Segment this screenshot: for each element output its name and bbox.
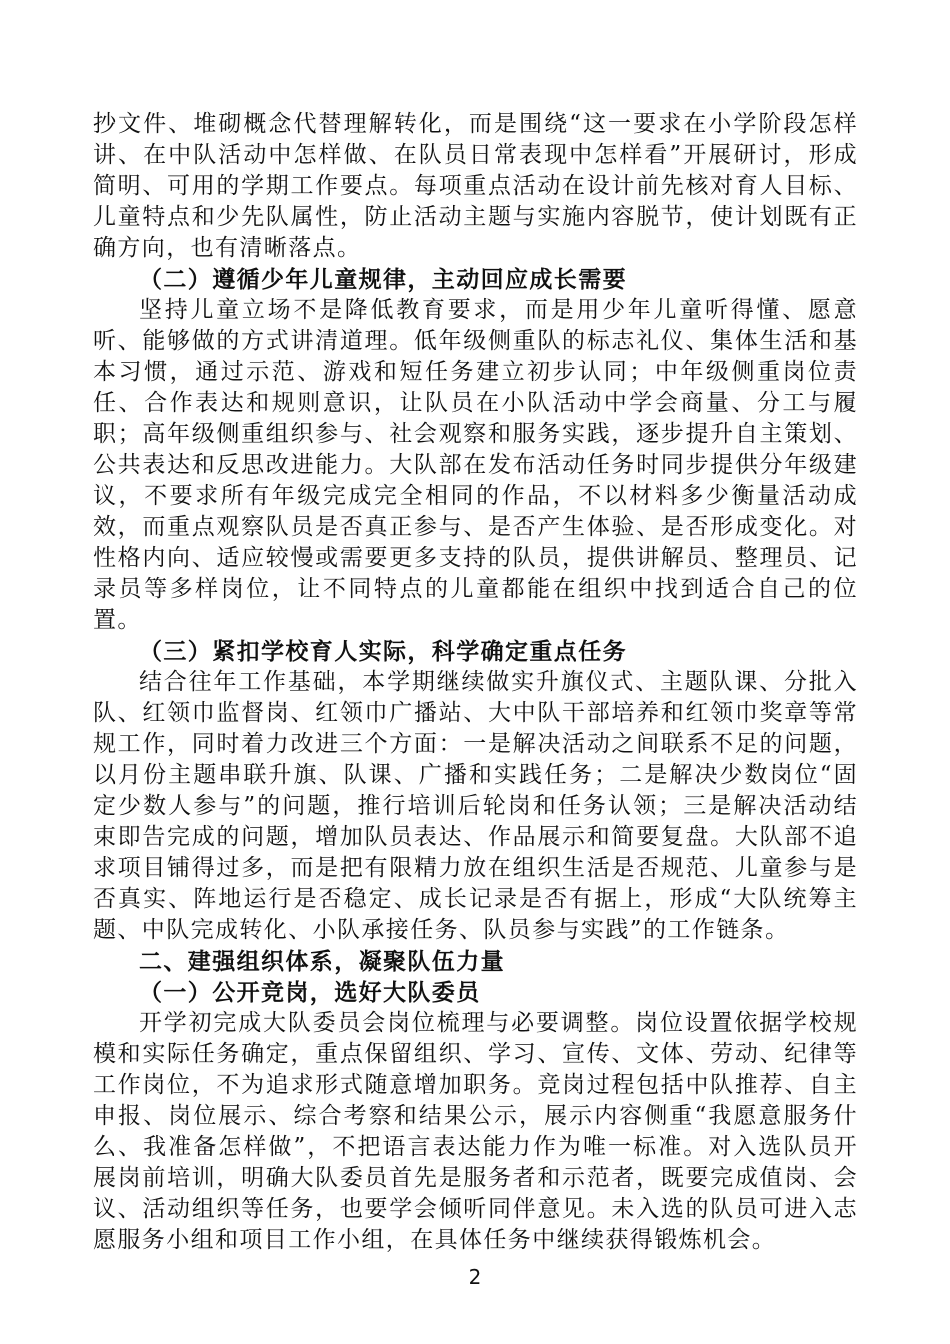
- section-heading-1: （一）公开竞岗，选好大队委员: [139, 979, 481, 1006]
- body-paragraph: 结合往年工作基础，本学期继续做实升旗仪式、主题队课、分批入队、红领巾监督岗、红领巾广播站、大中队干部培养和红领巾奖章等常规工作，同时着力改进三个方面：一是解决活动之间联系不足的问题，以月份主题串联升旗、队课、广播和实践任务；二是解决少数岗位“固定少数人参与”的问题，推行培训后轮岗和任务认领；三是解决活动结束即告完成的问题，增加队员表达、作品展示和简要复盘。大队部不追求项目铺得过多，而是把有限精力放在组织生活是否规范、儿童参与是否真实、阵地运行是否稳定、成长记录是否有据上，形成“大队统筹主题、中队完成转化、小队承接任务、队员参与实践”的工作链条。: [93, 669, 858, 943]
- body-paragraph: 坚持儿童立场不是降低教育要求，而是用少年儿童听得懂、愿意听、能够做的方式讲清道理。低年级侧重队的标志礼仪、集体生活和基本习惯，通过示范、游戏和短任务建立初步认同；中年级侧重岗位责任、合作表达和规则意识，让队员在小队活动中学会商量、分工与履职；高年级侧重组织参与、社会观察和服务实践，逐步提升自主策划、公共表达和反思改进能力。大队部在发布活动任务时同步提供分年级建议，不要求所有年级完成完全相同的作品，不以材料多少衡量活动成效，而重点观察队员是否真正参与、是否产生体验、是否形成变化。对性格内向、适应较慢或需要更多支持的队员，提供讲解员、整理员、记录员等多样岗位，让不同特点的儿童都能在组织中找到适合自己的位置。: [93, 297, 858, 633]
- page-number: 2: [468, 1265, 482, 1289]
- chapter-heading: 二、建强组织体系，凝聚队伍力量: [139, 948, 505, 975]
- body-paragraph-continued: 抄文件、堆砌概念代替理解转化，而是围绕“这一要求在小学阶段怎样讲、在中队活动中怎样做、在队员日常表现中怎样看”开展研讨，形成简明、可用的学期工作要点。每项重点活动在设计前先核对育人目标、儿童特点和少先队属性，防止活动主题与实施内容脱节，使计划既有正确方向，也有清晰落点。: [93, 111, 858, 261]
- document-body: [93, 109, 858, 1256]
- section-heading-2: （二）遵循少年儿童规律，主动回应成长需要: [139, 266, 627, 293]
- body-paragraph: 开学初完成大队委员会岗位梳理与必要调整。岗位设置依据学校规模和实际任务确定，重点保留组织、学习、宣传、文体、劳动、纪律等工作岗位，不为追求形式随意增加职务。竞岗过程包括中队推荐、自主申报、岗位展示、综合考察和结果公示，展示内容侧重“我愿意服务什么、我准备怎样做”，不把语言表达能力作为唯一标准。对入选队员开展岗前培训，明确大队委员首先是服务者和示范者，既要完成值岗、会议、活动组织等任务，也要学会倾听同伴意见。未入选的队员可进入志愿服务小组和项目工作小组，在具体任务中继续获得锻炼机会。: [93, 1010, 858, 1253]
- section-heading-3: （三）紧扣学校育人实际，科学确定重点任务: [139, 638, 627, 665]
